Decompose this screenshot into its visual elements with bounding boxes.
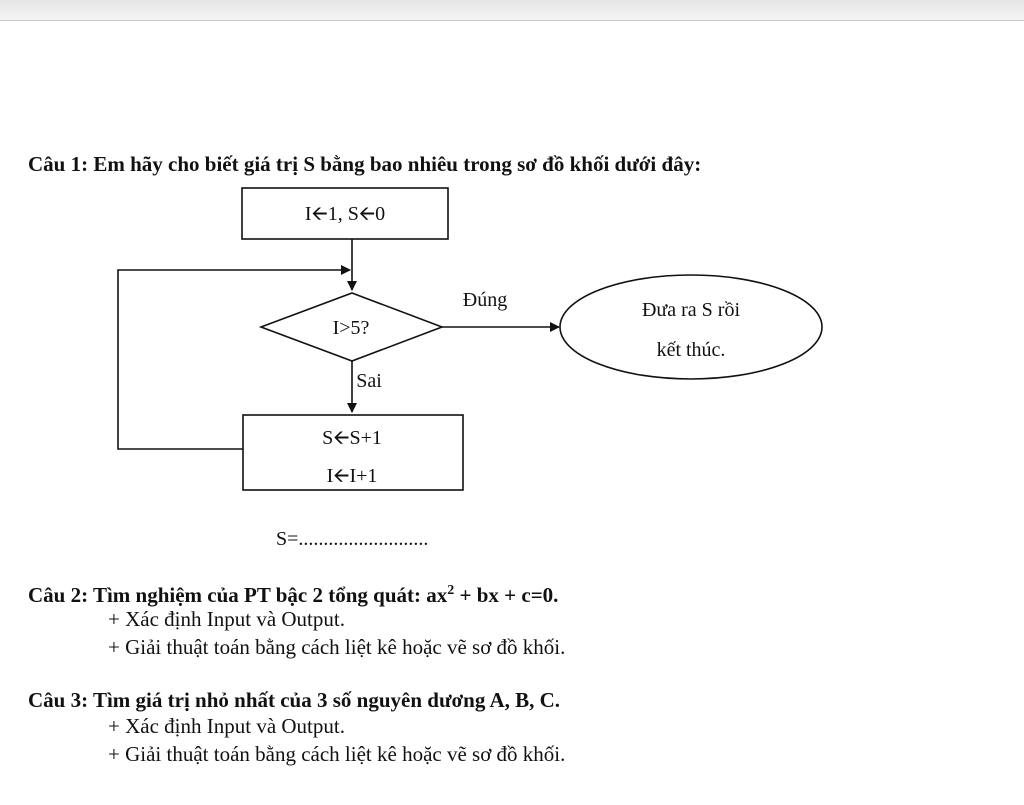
output-label-line2: kết thúc. [656,339,726,361]
output-label-line1: Đưa ra S rồi [641,299,741,321]
question-2-bullet-1: + Xác định Input và Output. [108,607,345,631]
question-2-bullet-2: + Giải thuật toán bằng cách liệt kê hoặc vẽ sơ đồ khối. [108,635,566,659]
process-label-line2: I🡨I+1 [326,465,378,487]
loop-back-connector [118,270,350,449]
answer-blank: S=.......................... [276,528,429,550]
decision-label: I>5? [332,317,370,339]
false-branch-label: Sai [356,370,382,392]
question-3-title: Câu 3: Tìm giá trị nhỏ nhất của 3 số nguyên dương A, B, C. [28,688,561,712]
output-terminator [560,275,822,379]
question-1-title: Câu 1: Em hãy cho biết giá trị S bằng bao nhiêu trong sơ đồ khối dưới đây: [28,152,702,176]
question-2-superscript: 2 [447,583,455,598]
true-branch-label: Đúng [462,289,508,311]
process-label-line1: S🡨S+1 [322,427,382,449]
init-box-label: I🡨1, S🡨0 [304,203,386,225]
question-3-bullet-1: + Xác định Input và Output. [108,714,345,738]
question-2-title-suffix: + bx + c=0. [454,583,559,607]
question-2-title-prefix: Câu 2: Tìm nghiệm của PT bậc 2 tổng quát: ax [28,583,448,607]
question-3-bullet-2: + Giải thuật toán bằng cách liệt kê hoặc vẽ sơ đồ khối. [108,742,566,766]
question-2-title [28,583,558,608]
